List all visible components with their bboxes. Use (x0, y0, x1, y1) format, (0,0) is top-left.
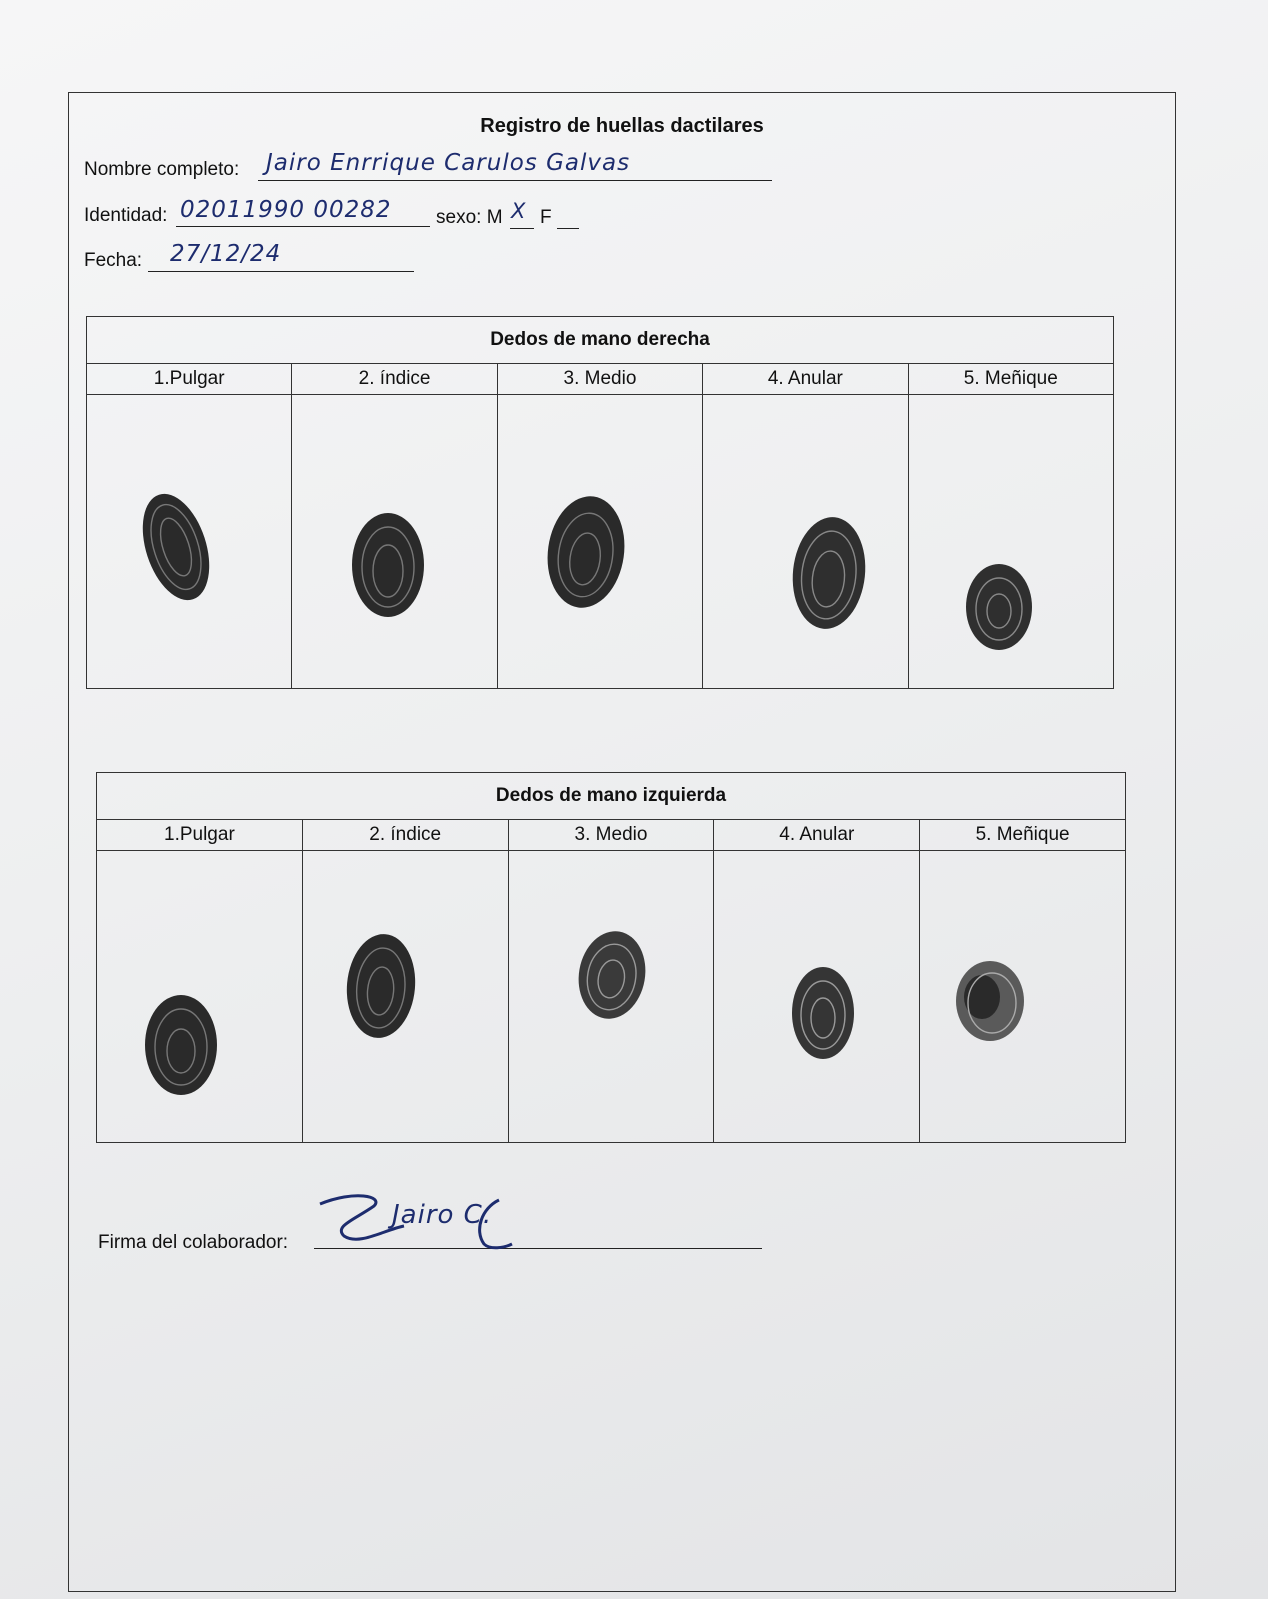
fingerprint-image (787, 513, 871, 633)
sex-f-label: F (540, 207, 552, 228)
fingerprint-cell (920, 851, 1126, 1143)
fingerprint-image (141, 991, 221, 1099)
id-handwritten: 02011990 00282 (180, 197, 392, 223)
fingerprint-image (343, 931, 419, 1041)
sex-m-line (510, 228, 534, 229)
name-line (258, 180, 772, 181)
fingerprint-cell (714, 851, 920, 1143)
name-label: Nombre completo: (84, 159, 240, 180)
sex-f-line (557, 228, 579, 229)
date-handwritten: 27/12/24 (170, 241, 282, 267)
fingerprint-cell (97, 851, 303, 1143)
right-hand-heading: Dedos de mano derecha (87, 317, 1114, 364)
right-finger-label: 1.Pulgar (87, 364, 292, 395)
left-finger-label: 5. Meñique (920, 820, 1126, 851)
fingerprint-cell (292, 395, 497, 689)
fingerprint-cell (908, 395, 1113, 689)
form-title: Registro de huellas dactilares (480, 115, 764, 137)
fingerprint-cell (87, 395, 292, 689)
fingerprint-image (788, 963, 858, 1063)
sex-mark: X (511, 199, 527, 223)
fingerprint-image (952, 957, 1028, 1047)
fingerprint-cell (703, 395, 908, 689)
name-handwritten: Jairo Enrrique Carulos Galvas (266, 150, 631, 176)
fingerprint-image (542, 491, 630, 613)
left-hand-table (96, 772, 1126, 1143)
left-finger-label: 1.Pulgar (97, 820, 303, 851)
fingerprint-cell (508, 851, 714, 1143)
fingerprint-cell (497, 395, 702, 689)
fingerprint-image (131, 485, 221, 609)
signature-handwritten: Jairo C. (392, 1200, 493, 1230)
fingerprint-cell (302, 851, 508, 1143)
fingerprint-image (348, 509, 428, 621)
left-hand-heading: Dedos de mano izquierda (97, 773, 1126, 820)
fingerprint-image (961, 561, 1037, 653)
right-hand-table (86, 316, 1114, 689)
left-finger-label: 2. índice (302, 820, 508, 851)
fingerprint-image (131, 485, 221, 608)
right-finger-label: 5. Meñique (908, 364, 1113, 395)
right-finger-label: 4. Anular (703, 364, 908, 395)
right-finger-label: 2. índice (292, 364, 497, 395)
id-line (176, 226, 430, 227)
left-finger-label: 3. Medio (508, 820, 714, 851)
fingerprint-image (575, 927, 649, 1023)
signature-label: Firma del colaborador: (98, 1232, 289, 1253)
date-line (148, 271, 414, 272)
left-finger-label: 4. Anular (714, 820, 920, 851)
date-label: Fecha: (84, 250, 143, 271)
id-label: Identidad: (84, 205, 168, 226)
sex-label: sexo: M (436, 207, 503, 228)
right-finger-label: 3. Medio (497, 364, 702, 395)
